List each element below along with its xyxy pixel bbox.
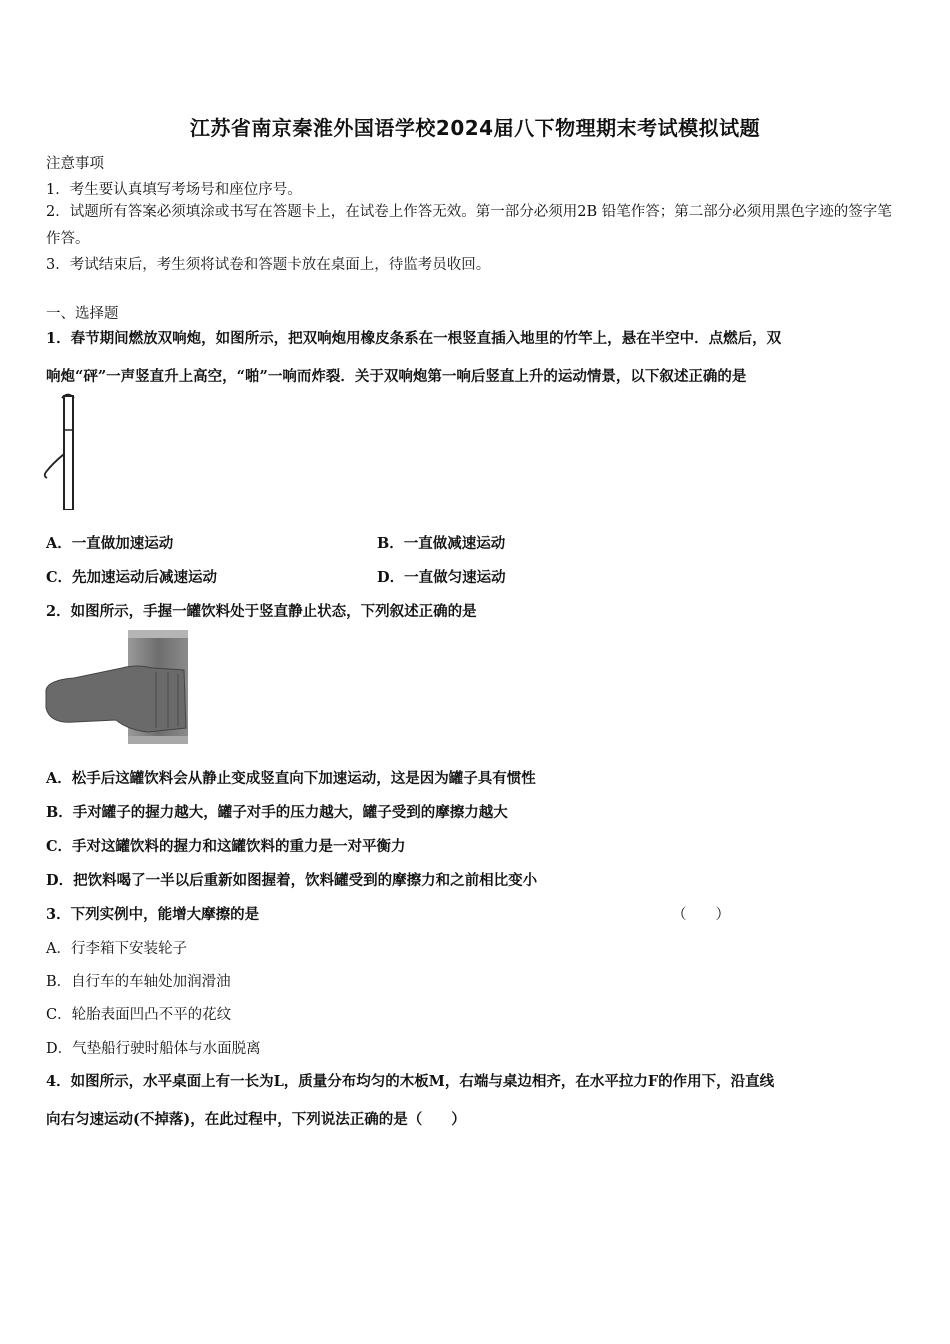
firecracker-pole-figure [40, 392, 90, 510]
q2-option-b: B．手对罐子的握力越大，罐子对手的压力越大，罐子受到的摩擦力越大 [46, 804, 508, 821]
q3-option-c: C．轮胎表面凹凸不平的花纹 [46, 1007, 232, 1023]
q3-stem: 3．下列实例中，能增大摩擦的是 [46, 906, 260, 923]
notice-item-2: 2．试题所有答案必须填涂或书写在答题卡上，在试卷上作答无效。第一部分必须用2B 铅笔作答；第二部分必须用黑色字迹的签字笔作答。 [46, 204, 892, 247]
q2-option-a: A．松手后这罐饮料会从静止变成竖直向下加速运动，这是因为罐子具有惯性 [46, 770, 536, 787]
q4-stem-line1: 4．如图所示，水平桌面上有一长为L，质量分布均匀的木板M，右端与桌边相齐，在水平拉力F的作用下，沿直线 [46, 1073, 775, 1090]
q1-option-b: B．一直做减速运动 [377, 535, 506, 552]
q1-option-a: A．一直做加速运动 [46, 535, 174, 552]
section-heading: 一、选择题 [46, 306, 119, 322]
q1-option-c: C．先加速运动后减速运动 [46, 569, 218, 586]
hand-holding-can-figure [44, 628, 194, 748]
q2-option-c: C．手对这罐饮料的握力和这罐饮料的重力是一对平衡力 [46, 838, 406, 855]
notice-heading: 注意事项 [46, 156, 104, 172]
q3-answer-paren: （ ） [672, 907, 730, 923]
q3-option-b: B．自行车的车轴处加润滑油 [46, 974, 231, 990]
hand [46, 666, 186, 732]
q3-option-a: A．行李箱下安装轮子 [46, 941, 187, 957]
q2-stem: 2．如图所示，手握一罐饮料处于竖直静止状态，下列叙述正确的是 [46, 603, 477, 620]
q4-stem-line2: 向右匀速运动(不掉落)，在此过程中，下列说法正确的是（ ） [46, 1111, 466, 1128]
notice-item-1: 1．考生要认真填写考场号和座位序号。 [46, 182, 302, 198]
q1-option-d: D．一直做匀速运动 [377, 569, 506, 586]
exam-title: 江苏省南京秦淮外国语学校2024届八下物理期末考试模拟试题 [189, 116, 761, 140]
rubber-band [45, 454, 64, 478]
q2-option-d: D．把饮料喝了一半以后重新如图握着，饮料罐受到的摩擦力和之前相比变小 [46, 872, 538, 889]
q3-option-d: D．气垫船行驶时船体与水面脱离 [46, 1041, 261, 1057]
q1-stem-line1: 1．春节期间燃放双响炮，如图所示，把双响炮用橡皮条系在一根竖直插入地里的竹竿上，悬在半空中．点燃后，双 [46, 330, 782, 347]
notice-item-3: 3．考试结束后，考生须将试卷和答题卡放在桌面上，待监考员收回。 [46, 257, 491, 273]
bamboo-pole [64, 396, 73, 510]
q1-stem-line2: 响炮“砰”一声竖直升上高空，“啪”一响而炸裂．关于双响炮第一响后竖直上升的运动情景，以下叙述正确的是 [46, 368, 747, 385]
